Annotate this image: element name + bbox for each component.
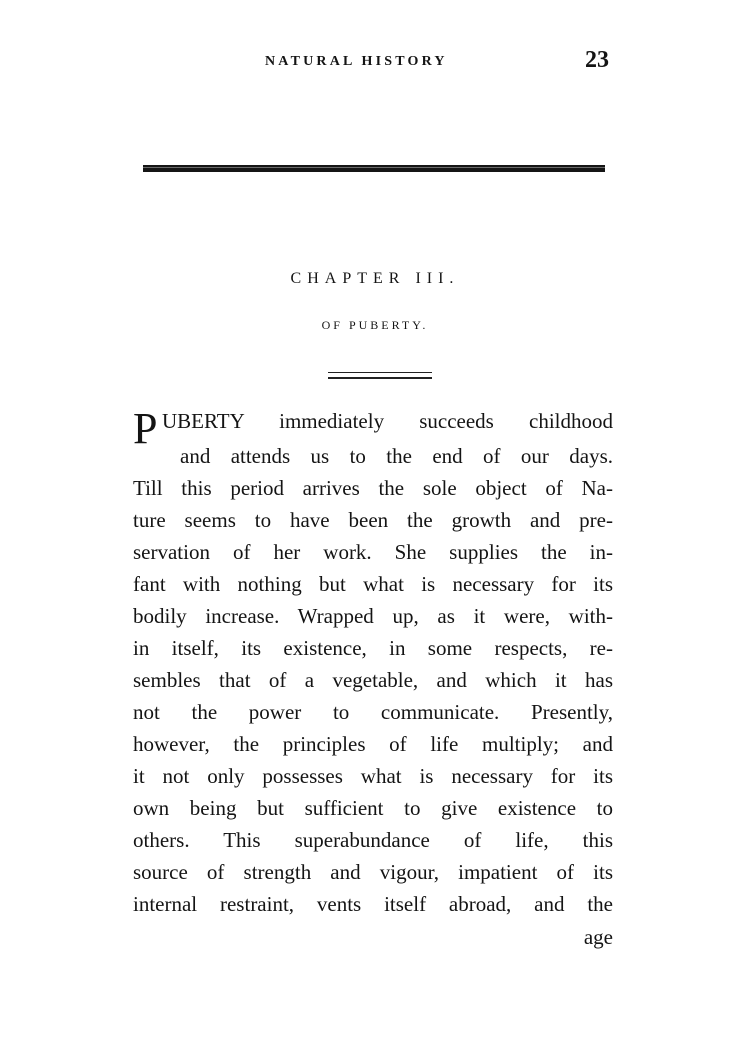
text-line: however, the principles of life multiply; and bbox=[133, 732, 613, 756]
running-title: NATURAL HISTORY bbox=[265, 54, 448, 69]
chapter-subtitle: OF PUBERTY. bbox=[321, 318, 429, 332]
text-line: fant with nothing but what is necessary for its bbox=[133, 572, 613, 596]
text-line: it not only possesses what is necessary for its bbox=[133, 764, 613, 788]
text-line: and attends us to the end of our days. bbox=[180, 444, 613, 468]
text-line: bodily increase. Wrapped up, as it were, with- bbox=[133, 604, 613, 628]
text-line: own being but sufficient to give existence to bbox=[133, 796, 613, 820]
text-line: Till this period arrives the sole object of Na- bbox=[133, 476, 613, 500]
chapter-rule bbox=[328, 372, 432, 379]
text-line: ture seems to have been the growth and pre- bbox=[133, 508, 613, 532]
text-line: not the power to communicate. Presently, bbox=[133, 700, 613, 724]
text-line: source of strength and vigour, impatient of its bbox=[133, 860, 613, 884]
page-number: 23 bbox=[585, 47, 609, 73]
chapter-heading: CHAPTER III. bbox=[290, 270, 460, 287]
text-line bbox=[133, 404, 613, 453]
text-line: in itself, its existence, in some respects, re- bbox=[133, 636, 613, 660]
catchword: age bbox=[583, 925, 613, 949]
text-line: servation of her work. She supplies the in- bbox=[133, 540, 613, 564]
text-line: others. This superabundance of life, this bbox=[133, 828, 613, 852]
drop-cap: P bbox=[133, 404, 158, 453]
text-line: internal restraint, vents itself abroad, and the bbox=[133, 892, 613, 916]
running-head bbox=[133, 47, 613, 80]
first-line: UBERTY immediately succeeds childhood bbox=[162, 409, 613, 433]
header-rule bbox=[143, 165, 605, 172]
text-line: sembles that of a vegetable, and which it has bbox=[133, 668, 613, 692]
